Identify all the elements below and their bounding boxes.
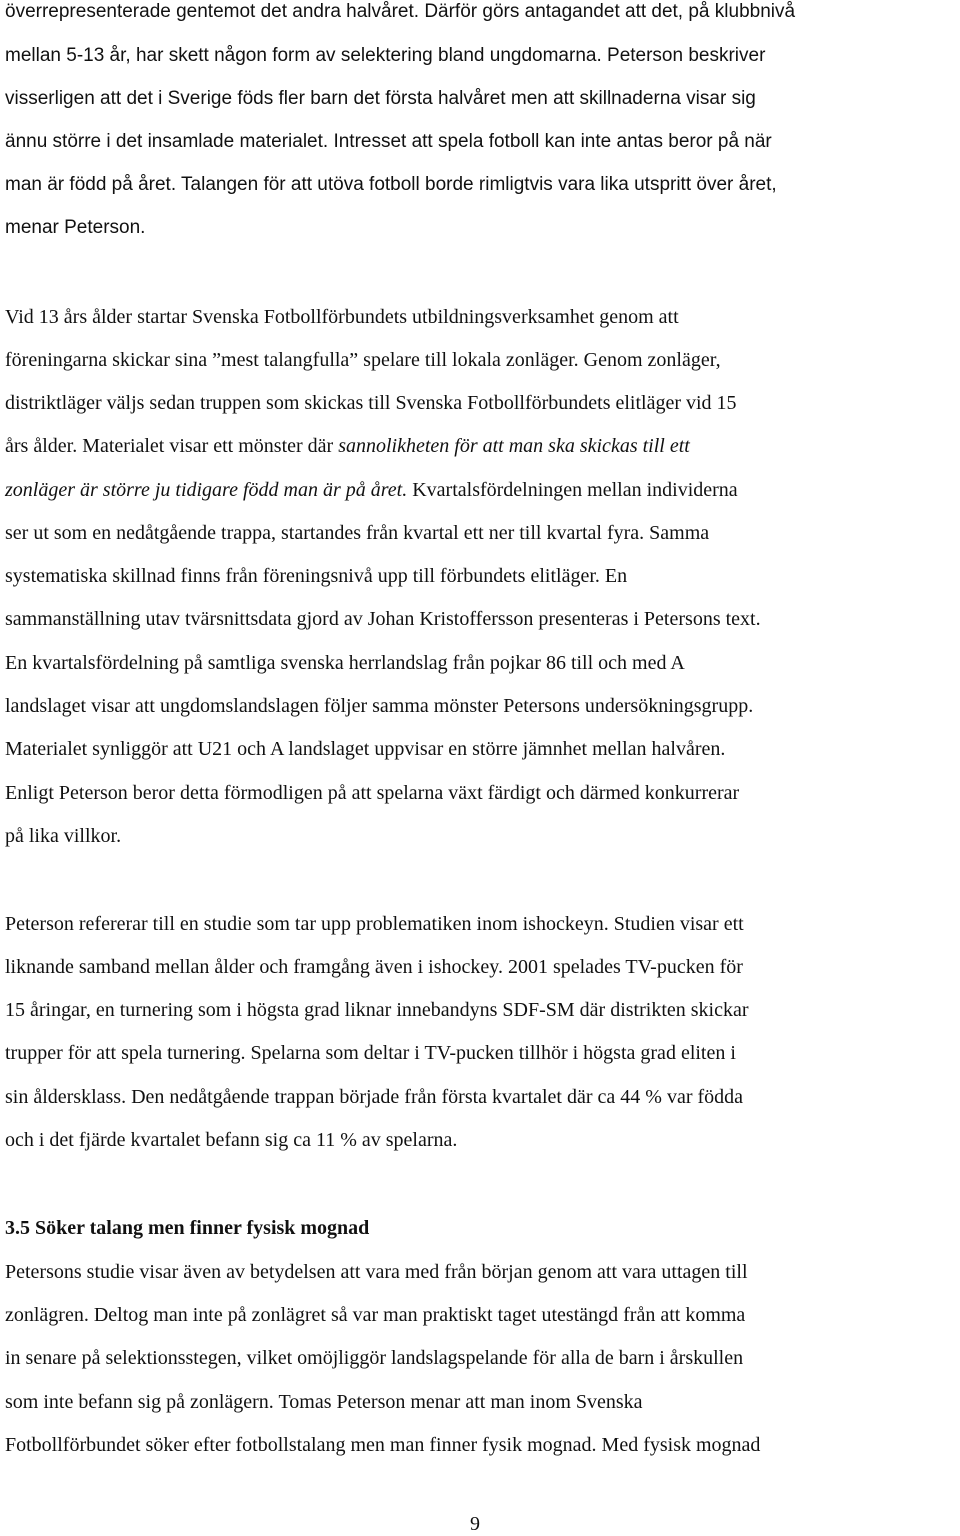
paragraph-1-line-5: man är född på året. Talangen för att utöva fotboll borde rimligtvis vara lika utspritt över året, <box>5 174 777 195</box>
paragraph-2-line-5-regular: Kvartalsfördelningen mellan individerna <box>407 479 738 501</box>
paragraph-2-line-5 <box>5 478 738 502</box>
paragraph-4-line-4: som inte befann sig på zonlägern. Tomas Peterson menar att man inom Svenska <box>5 1391 643 1413</box>
paragraph-2-line-3: distriktläger väljs sedan truppen som skickas till Svenska Fotbollförbundets elitläger vid 15 <box>5 392 737 414</box>
paragraph-1-line-2: mellan 5-13 år, har skett någon form av selektering bland ungdomarna. Peterson beskriver <box>5 45 766 66</box>
paragraph-2-line-2: föreningarna skickar sina ”mest talangfulla” spelare till lokala zonläger. Genom zonläger, <box>5 349 721 371</box>
paragraph-2-line-9: En kvartalsfördelning på samtliga svenska herrlandslag från pojkar 86 till och med A <box>5 652 685 674</box>
paragraph-1-line-4: ännu större i det insamlade materialet. Intresset att spela fotboll kan inte antas beror på när <box>5 131 772 152</box>
paragraph-2-line-4-emphasis: sannolikheten för att man ska skickas till ett <box>338 435 690 457</box>
paragraph-2-line-4 <box>5 434 690 458</box>
paragraph-3-line-6: och i det fjärde kvartalet befann sig ca 11 % av spelarna. <box>5 1129 458 1151</box>
paragraph-2-line-7: systematiska skillnad finns från föreningsnivå upp till förbundets elitläger. En <box>5 565 628 587</box>
paragraph-3-line-3: 15 åringar, en turnering som i högsta grad liknar innebandyns SDF-SM där distrikten skickar <box>5 999 749 1021</box>
paragraph-4-line-1: Petersons studie visar även av betydelsen att vara med från början genom att vara uttagen till <box>5 1261 748 1283</box>
paragraph-2-line-5-emphasis: zonläger är större ju tidigare född man är på året. <box>5 479 408 501</box>
paragraph-3-line-5: sin åldersklass. Den nedåtgående trappan började från första kvartalet där ca 44 % var födda <box>5 1086 744 1108</box>
paragraph-2-line-13: på lika villkor. <box>5 825 122 847</box>
paragraph-4-line-2: zonlägren. Deltog man inte på zonlägret så var man praktiskt taget utestängd från att komma <box>5 1304 746 1326</box>
paragraph-3-line-1: Peterson refererar till en studie som tar upp problematiken inom ishockeyn. Studien visar ett <box>5 913 744 935</box>
paragraph-2-line-4-regular: års ålder. Materialet visar ett mönster där <box>5 435 339 457</box>
page-number: 9 <box>470 1513 480 1535</box>
paragraph-2-line-10: landslaget visar att ungdomslandslagen följer samma mönster Petersons undersökningsgrupp. <box>5 695 754 717</box>
paragraph-2-line-11: Materialet synliggör att U21 och A landslaget uppvisar en större jämnhet mellan halvåren. <box>5 738 726 760</box>
paragraph-2-line-8: sammanställning utav tvärsnittsdata gjord av Johan Kristoffersson presenteras i Petersons text. <box>5 608 761 630</box>
section-heading: 3.5 Söker talang men finner fysisk mognad <box>5 1217 370 1239</box>
paragraph-2-line-1: Vid 13 års ålder startar Svenska Fotbollförbundets utbildningsverksamhet genom att <box>5 306 679 328</box>
paragraph-1-line-1: överrepresenterade gentemot det andra halvåret. Därför görs antagandet att det, på klubbnivå <box>5 1 796 22</box>
paragraph-2-line-6: ser ut som en nedåtgående trappa, startandes från kvartal ett ner till kvartal fyra. Samma <box>5 522 710 544</box>
paragraph-4-line-3: in senare på selektionsstegen, vilket omöjliggör landslagspelande för alla de barn i årskullen <box>5 1347 744 1369</box>
paragraph-1-line-6: menar Peterson. <box>5 217 146 238</box>
paragraph-1-line-3: visserligen att det i Sverige föds fler barn det första halvåret men att skillnaderna visar sig <box>5 88 756 109</box>
paragraph-3-line-2: liknande samband mellan ålder och framgång även i ishockey. 2001 spelades TV-pucken för <box>5 956 743 978</box>
paragraph-4-line-5: Fotbollförbundet söker efter fotbollstalang men man finner fysik mognad. Med fysisk mognad <box>5 1434 761 1456</box>
paragraph-3-line-4: trupper för att spela turnering. Spelarna som deltar i TV-pucken tillhör i högsta grad eliten i <box>5 1042 736 1064</box>
paragraph-2-line-12: Enligt Peterson beror detta förmodligen på att spelarna växt färdigt och därmed konkurrerar <box>5 782 740 804</box>
